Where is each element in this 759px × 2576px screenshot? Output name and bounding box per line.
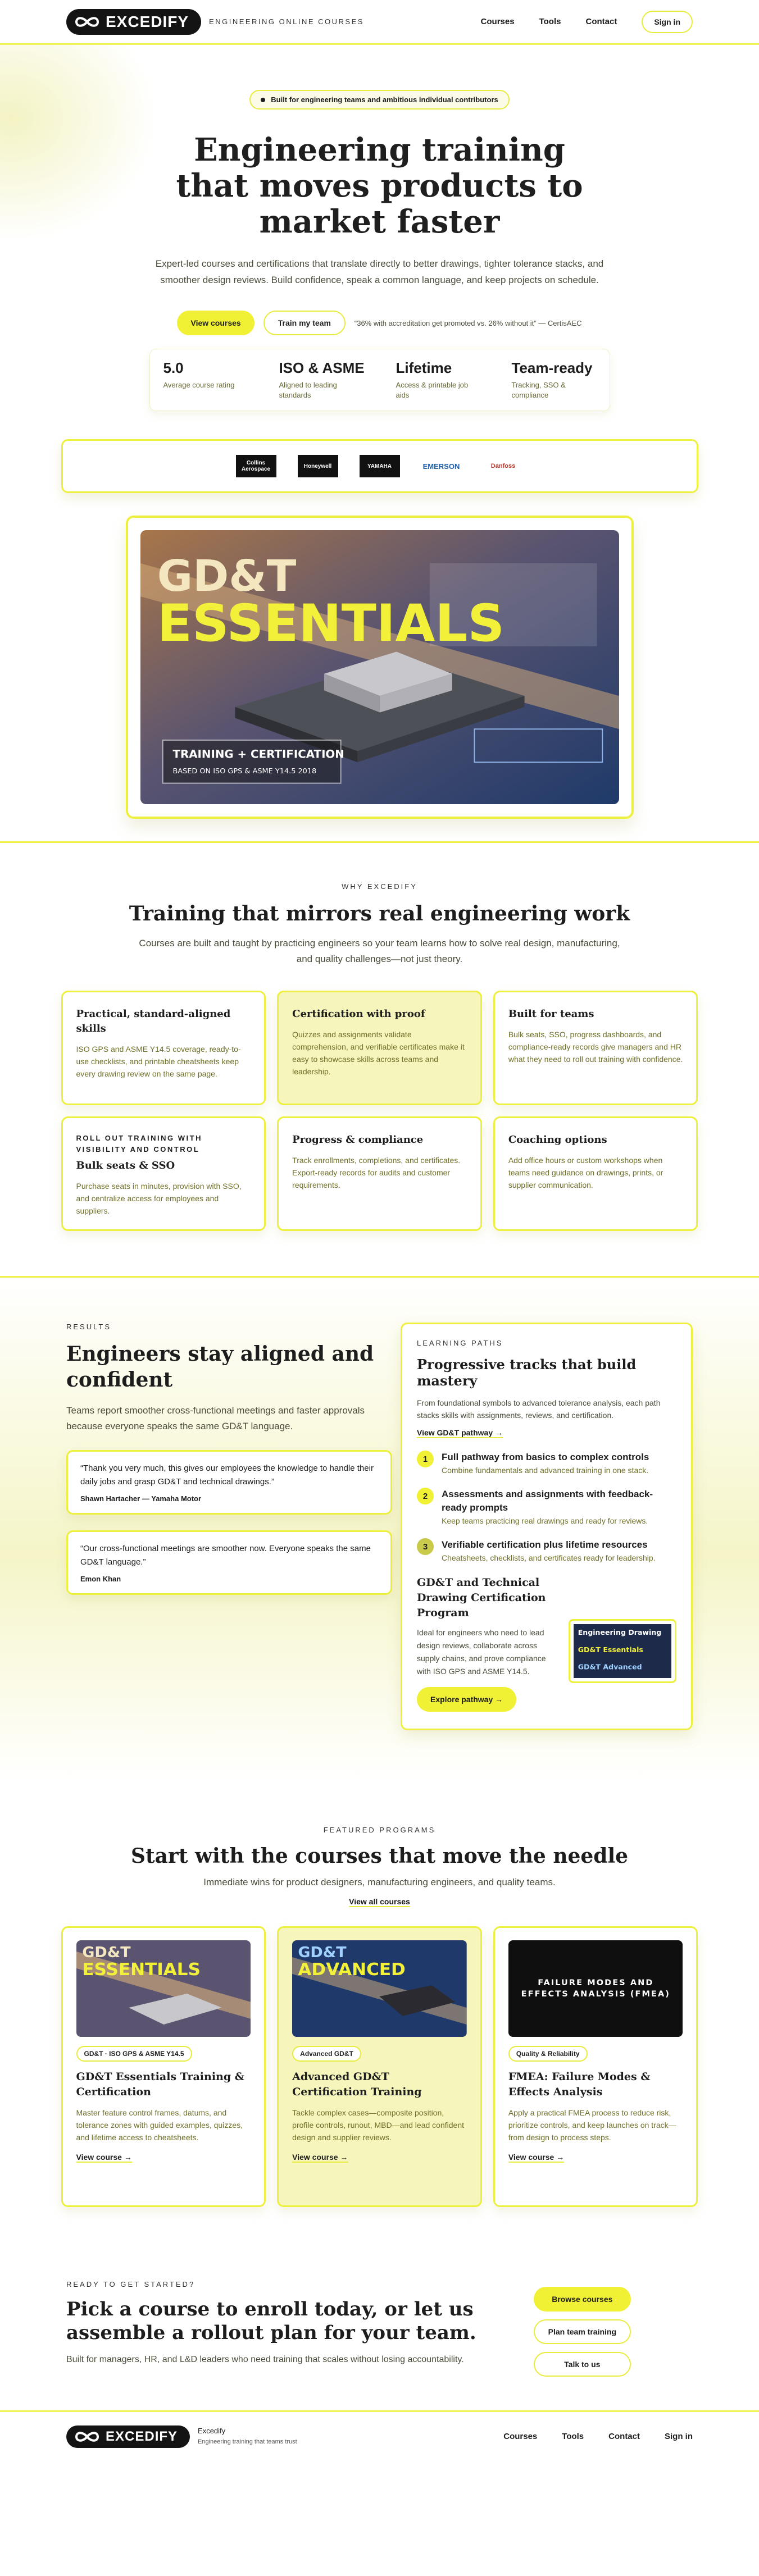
results-section bbox=[0, 1278, 759, 1781]
step-text: Keep teams practicing real drawings and ready for reviews. bbox=[442, 1516, 648, 1525]
program-thumb-line2: GD&T Essentials bbox=[578, 1645, 643, 1654]
course-thumb-artwork bbox=[76, 1940, 251, 2037]
ready-text bbox=[66, 2280, 493, 2367]
path-step bbox=[417, 1488, 676, 1527]
artwork-title-line1: GD&T bbox=[157, 551, 296, 602]
brand-tagline: ENGINEERING ONLINE COURSES bbox=[209, 17, 364, 26]
hero-section bbox=[0, 45, 759, 841]
feature-card bbox=[277, 991, 482, 1105]
why-eyebrow: WHY EXCEDIFY bbox=[342, 882, 417, 891]
client-logos-strip bbox=[61, 439, 698, 493]
feature-title: Practical, standard-aligned skills bbox=[76, 1008, 231, 1034]
feature-title: Bulk seats & SSO bbox=[76, 1160, 175, 1171]
hero-badge bbox=[249, 90, 509, 110]
feature-title: Progress & compliance bbox=[292, 1134, 424, 1146]
why-section bbox=[0, 843, 759, 1276]
learning-paths-card bbox=[401, 1323, 693, 1730]
feature-grid bbox=[61, 991, 698, 1231]
nav-tools[interactable]: Tools bbox=[539, 17, 561, 26]
view-course-link[interactable]: View course → bbox=[76, 2153, 132, 2162]
thumb-line2: ESSENTIALS bbox=[81, 1960, 201, 1980]
feature-card bbox=[61, 1116, 266, 1231]
client-logo-honeywell: Honeywell bbox=[298, 455, 338, 477]
feature-text: Purchase seats in minutes, provision with SSO, and centralize access for employees and suppliers. bbox=[76, 1182, 242, 1215]
program-thumb-artwork bbox=[574, 1624, 671, 1678]
footer-nav-contact[interactable]: Contact bbox=[608, 2432, 640, 2441]
site-header bbox=[0, 0, 759, 45]
step-title: Verifiable certification plus lifetime resources bbox=[442, 1539, 648, 1550]
logo-mark-icon bbox=[74, 2429, 100, 2444]
featured-title: Start with the courses that move the needle bbox=[130, 1844, 629, 1868]
course-thumb-artwork bbox=[292, 1940, 467, 2037]
gdt-essentials-artwork bbox=[140, 530, 619, 804]
testimonial-card bbox=[66, 1450, 392, 1515]
artwork-title-line2: ESSENTIALS bbox=[157, 594, 505, 653]
thumb-line1: GD&T bbox=[298, 1944, 347, 1961]
logo-group[interactable] bbox=[66, 9, 364, 35]
step-number: 2 bbox=[417, 1488, 434, 1504]
hero-quote: “36% with accreditation get promoted vs. 26% without it” — CertisAEC bbox=[354, 318, 582, 327]
view-all-courses-link[interactable]: View all courses bbox=[349, 1897, 410, 1906]
stat-value: 5.0 bbox=[163, 359, 184, 376]
feature-title: Certification with proof bbox=[292, 1008, 425, 1020]
thumb-line2: EFFECTS ANALYSIS (FMEA) bbox=[521, 1990, 670, 1999]
footer-tagline: Engineering training that teams trust bbox=[198, 2438, 297, 2445]
step-title: Assessments and assignments with feedback-ready prompts bbox=[442, 1489, 653, 1513]
course-tag: Advanced GD&T bbox=[292, 2046, 361, 2062]
feature-text: Add office hours or custom workshops when teams need guidance on drawings, prints, or supplier communication. bbox=[508, 1156, 663, 1189]
client-logo-emerson: EMERSON bbox=[421, 455, 462, 477]
view-course-link[interactable]: View course → bbox=[292, 2153, 348, 2162]
feature-card bbox=[493, 1116, 698, 1231]
stat-label: Aligned to leading standards bbox=[279, 381, 337, 399]
thumb-line1: GD&T bbox=[81, 1944, 131, 1961]
step-text: Combine fundamentals and advanced training in one stack. bbox=[442, 1466, 649, 1475]
nav-courses[interactable]: Courses bbox=[480, 17, 515, 26]
ready-buttons bbox=[534, 2287, 631, 2377]
footer-nav bbox=[503, 2432, 693, 2441]
testimonial-text: “Thank you very much, this gives our employees the knowledge to handle their daily jobs and grasp GD&T and technical drawings.” bbox=[80, 1463, 374, 1487]
path-step bbox=[417, 1538, 676, 1564]
course-tag: GD&T · ISO GPS & ASME Y14.5 bbox=[76, 2046, 192, 2062]
program-text: Ideal for engineers who need to lead design reviews, collaborate across supply chains, and prove compliance with ISO GPS and ASME Y14.5. bbox=[417, 1628, 546, 1676]
results-title: Engineers stay aligned and confident bbox=[66, 1342, 374, 1392]
footer-signin-link[interactable]: Sign in bbox=[665, 2432, 693, 2441]
main-nav bbox=[481, 11, 693, 33]
ready-section bbox=[0, 2252, 759, 2410]
client-logo-yamaha: YAMAHA bbox=[360, 455, 400, 477]
testimonial-author: Emon Khan bbox=[80, 1575, 121, 1583]
ready-title: Pick a course to enroll today, or let us assemble a rollout plan for your team. bbox=[66, 2298, 476, 2344]
feature-card bbox=[61, 991, 266, 1105]
course-card[interactable] bbox=[277, 1926, 482, 2207]
ready-subtitle: Built for managers, HR, and L&D leaders who need training that scales without losing accountability. bbox=[66, 2355, 464, 2364]
footer-logo-group[interactable] bbox=[66, 2425, 297, 2448]
badge-text: Built for engineering teams and ambitious individual contributors bbox=[271, 95, 498, 104]
view-pathway-link[interactable]: View GD&T pathway → bbox=[417, 1428, 503, 1437]
feature-card bbox=[277, 1116, 482, 1231]
train-team-button[interactable]: Train my team bbox=[263, 311, 346, 335]
feature-eyebrow: ROLL OUT TRAINING WITH VISIBILITY AND CONTROL bbox=[76, 1134, 202, 1153]
feature-title: Built for teams bbox=[508, 1008, 594, 1020]
logo-mark-icon bbox=[74, 15, 100, 29]
brand-logo[interactable] bbox=[66, 9, 201, 35]
featured-section bbox=[0, 1781, 759, 2252]
ready-eyebrow: READY TO GET STARTED? bbox=[66, 2280, 196, 2288]
explore-pathway-button[interactable]: Explore pathway → bbox=[417, 1687, 516, 1712]
feature-text: ISO GPS and ASME Y14.5 coverage, ready-to-use checklists, and printable cheatsheets keep every drawing review on the same page. bbox=[76, 1045, 241, 1078]
step-title: Full pathway from basics to complex controls bbox=[442, 1452, 649, 1462]
program-title: GD&T and Technical Drawing Certification Program bbox=[417, 1576, 546, 1619]
site-footer bbox=[0, 2410, 759, 2461]
stat-item bbox=[511, 359, 596, 400]
course-title: GD&T Essentials Training & Certification bbox=[76, 2071, 244, 2098]
featured-eyebrow: FEATURED PROGRAMS bbox=[323, 1826, 436, 1834]
program-thumb-line3: GD&T Advanced bbox=[578, 1662, 642, 1671]
footer-nav-courses[interactable]: Courses bbox=[503, 2432, 538, 2441]
why-subtitle: Courses are built and taught by practicing engineers so your team learns how to solve real design, manufacturing, and quality challenges—not just theory. bbox=[139, 938, 620, 964]
feature-text: Bulk seats, SSO, progress dashboards, and compliance-ready records give managers and HR what they need to roll out training with confidence. bbox=[508, 1030, 683, 1064]
stat-item bbox=[396, 359, 480, 400]
brand-name: EXCEDIFY bbox=[106, 12, 189, 30]
stat-label: Average course rating bbox=[163, 381, 235, 389]
plan-training-button[interactable]: Plan team training bbox=[534, 2319, 631, 2344]
feature-text: Quizzes and assignments validate comprehension, and verifiable certificates make it easy to showcase skills across teams and leadership. bbox=[292, 1030, 465, 1076]
hero-title: Engineering training that moves products to market faster bbox=[176, 131, 583, 240]
featured-subtitle: Immediate wins for product designers, manufacturing engineers, and quality teams. bbox=[203, 1877, 556, 1887]
paths-subtitle: From foundational symbols to advanced tolerance analysis, each path stacks skills with assignments, reviews, and certification. bbox=[417, 1398, 661, 1420]
hero-lead: Expert-led courses and certifications that translate directly to better drawings, tighter tolerance stacks, and smoother design reviews. Build confidence, speak a common language, and keep projects on schedule. bbox=[155, 258, 604, 285]
testimonial-author: Shawn Hartacher — Yamaha Motor bbox=[80, 1494, 202, 1503]
course-card[interactable] bbox=[493, 1926, 698, 2207]
browse-courses-button[interactable]: Browse courses bbox=[534, 2287, 631, 2311]
results-subtitle: Teams report smoother cross-functional meetings and faster approvals because everyone speaks the same GD&T language. bbox=[66, 1405, 365, 1431]
hero-course-image bbox=[126, 516, 634, 819]
stat-value: ISO & ASME bbox=[279, 359, 365, 376]
stat-value: Team-ready bbox=[511, 359, 593, 376]
hero-cta-row bbox=[0, 311, 759, 335]
step-text: Cheatsheets, checklists, and certificates ready for leadership. bbox=[442, 1553, 656, 1562]
artwork-banner-line1: TRAINING + CERTIFICATION bbox=[172, 747, 344, 761]
paths-title: Progressive tracks that build mastery bbox=[417, 1356, 637, 1389]
featured-grid bbox=[61, 1926, 698, 2207]
testimonial-text: “Our cross-functional meetings are smoother now. Everyone speaks the same GD&T language.” bbox=[80, 1544, 371, 1567]
paths-eyebrow: LEARNING PATHS bbox=[417, 1339, 503, 1347]
talk-to-us-button[interactable]: Talk to us bbox=[534, 2352, 631, 2377]
course-thumb-artwork bbox=[508, 1940, 683, 2037]
stat-value: Lifetime bbox=[396, 359, 452, 376]
client-logo-danfoss: Danfoss bbox=[483, 455, 524, 477]
stat-item bbox=[163, 359, 248, 400]
course-text: Master feature control frames, datums, and tolerance zones with guided examples, quizzes, and lifetime access to cheatsheets. bbox=[76, 2108, 243, 2142]
footer-brand-name: EXCEDIFY bbox=[106, 2428, 178, 2444]
stat-label: Tracking, SSO & compliance bbox=[511, 381, 566, 399]
course-text: Tackle complex cases—composite position, profile controls, runout, MBD—and lead confident design and supplier reviews. bbox=[292, 2108, 464, 2142]
program-block bbox=[417, 1575, 676, 1712]
artwork-banner-line2: BASED ON ISO GPS & ASME Y14.5 2018 bbox=[172, 767, 316, 776]
step-number: 1 bbox=[417, 1451, 434, 1467]
path-step bbox=[417, 1451, 676, 1476]
signin-button[interactable]: Sign in bbox=[642, 11, 693, 33]
course-thumbnail bbox=[508, 1940, 683, 2037]
course-title: FMEA: Failure Modes & Effects Analysis bbox=[508, 2071, 651, 2098]
course-title: Advanced GD&T Certification Training bbox=[292, 2071, 422, 2098]
results-column bbox=[66, 1323, 392, 1730]
client-logo-collins: Collins Aerospace bbox=[236, 455, 276, 477]
footer-company: Excedify bbox=[198, 2427, 226, 2435]
course-tag: Quality & Reliability bbox=[508, 2046, 588, 2062]
program-thumbnail bbox=[569, 1619, 676, 1683]
stats-bar bbox=[149, 349, 610, 411]
thumb-line2: ADVANCED bbox=[298, 1960, 406, 1980]
feature-card bbox=[493, 991, 698, 1105]
why-title: Training that mirrors real engineering work bbox=[129, 902, 630, 925]
step-number: 3 bbox=[417, 1538, 434, 1555]
stat-label: Access & printable job aids bbox=[396, 381, 469, 399]
nav-contact[interactable]: Contact bbox=[585, 17, 617, 26]
view-course-link[interactable]: View course → bbox=[508, 2153, 565, 2162]
footer-meta bbox=[198, 2426, 297, 2447]
testimonial-card bbox=[66, 1530, 392, 1595]
thumb-line1: FAILURE MODES AND bbox=[538, 1978, 654, 1987]
course-text: Apply a practical FMEA process to reduce risk, prioritize controls, and keep launches on track—from design to process steps. bbox=[508, 2108, 676, 2142]
feature-title: Coaching options bbox=[508, 1134, 607, 1146]
footer-nav-tools[interactable]: Tools bbox=[562, 2432, 584, 2441]
course-thumbnail bbox=[292, 1940, 467, 2037]
stat-item bbox=[279, 359, 364, 400]
course-card[interactable] bbox=[61, 1926, 266, 2207]
view-courses-button[interactable]: View courses bbox=[177, 311, 254, 335]
results-eyebrow: RESULTS bbox=[66, 1323, 111, 1331]
program-thumb-line1: Engineering Drawing bbox=[578, 1628, 662, 1637]
footer-brand-logo[interactable] bbox=[66, 2425, 190, 2448]
badge-dot-icon bbox=[261, 98, 265, 102]
course-thumbnail bbox=[76, 1940, 251, 2037]
feature-text: Track enrollments, completions, and certificates. Export-ready records for audits and customer requirements. bbox=[292, 1156, 461, 1189]
